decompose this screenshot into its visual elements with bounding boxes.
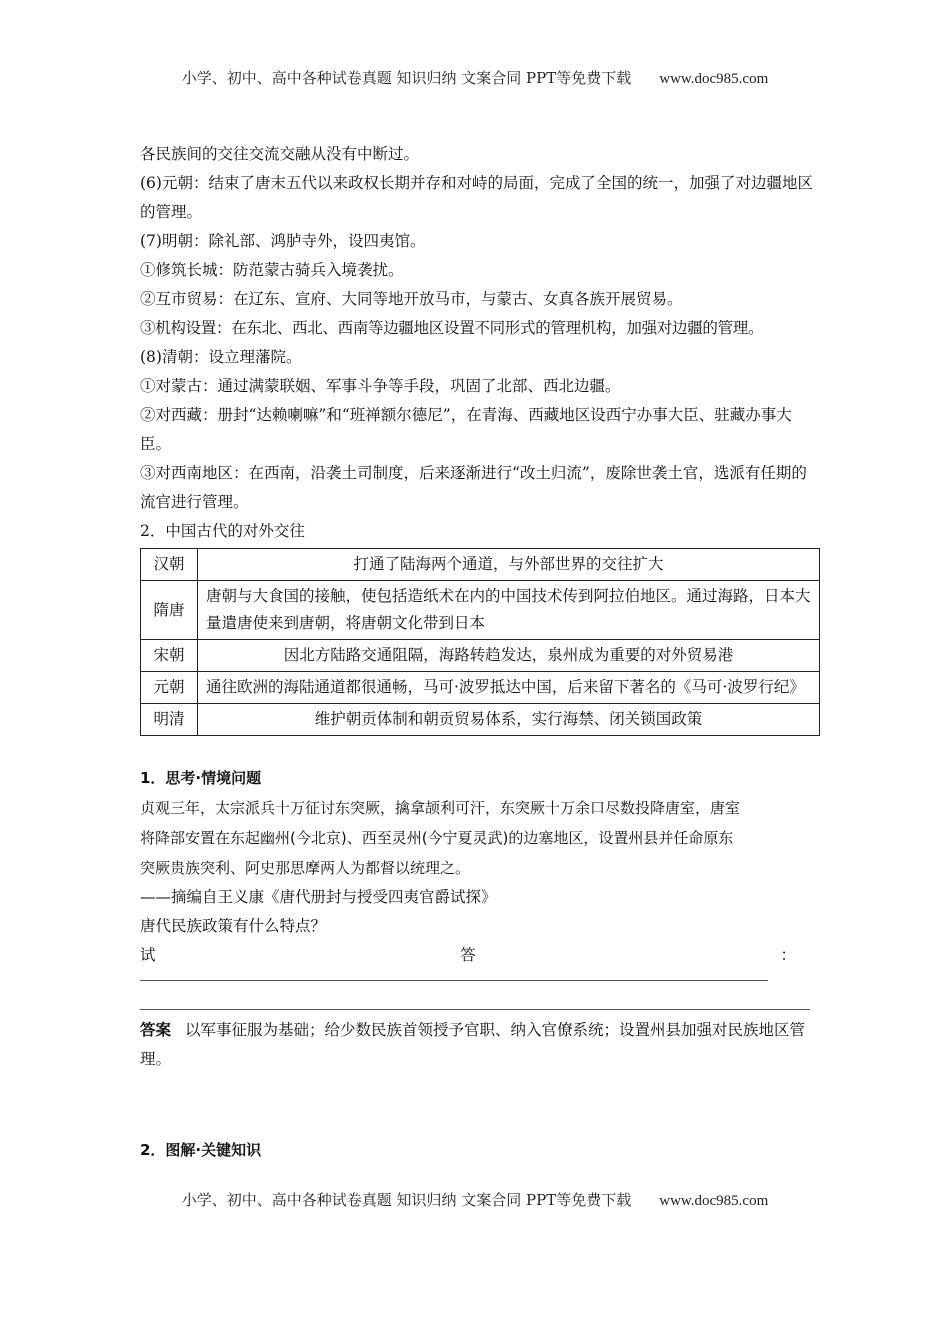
paragraph-qing: (8)清朝：设立理藩院。 <box>140 348 302 366</box>
thinking-heading: 1．思考·情境问题 <box>140 769 262 787</box>
quote-line-3: 突厥贵族突利、阿史那思摩两人为都督以统理之。 <box>140 859 471 877</box>
table-cell-period: 宋朝 <box>141 640 198 672</box>
table-cell-desc: 唐朝与大食国的接触，使包括造纸术在内的中国技术传到阿拉伯地区。通过海路，日本大量遣唐使来到唐朝，将唐朝文化带到日本 <box>198 581 820 640</box>
table-cell-period: 隋唐 <box>141 581 198 640</box>
table-cell-desc: 维护朝贡体制和朝贡贸易体系，实行海禁、闭关锁国政策 <box>198 704 820 736</box>
answer-prompt-colon: ： <box>780 946 796 964</box>
table-cell-period: 明清 <box>141 704 198 736</box>
page-header <box>0 68 950 89</box>
quote-line-2: 将降部安置在东起幽州(今北京)、西至灵州(今宁夏灵武)的边塞地区，设置州县并任命原东 <box>140 829 734 847</box>
paragraph-ming-1: ①修筑长城：防范蒙古骑兵入境袭扰。 <box>140 261 404 279</box>
paragraph-qing-2: ②对西藏：册封“达赖喇嘛”和“班禅额尔德尼”，在青海、西藏地区设西宁办事大臣、驻藏办事大臣。 <box>140 406 792 453</box>
diagram-heading: 2．图解·关键知识 <box>140 1141 262 1159</box>
footer-text: 小学、初中、高中各种试卷真题 知识归纳 文案合同 PPT等免费下载 <box>181 1191 632 1209</box>
paragraph-qing-3: ③对西南地区：在西南，沿袭土司制度，后来逐渐进行“改土归流”，废除世袭土官，选派有任期的流官进行管理。 <box>140 464 807 511</box>
answer-label: 答案 <box>140 1021 172 1039</box>
quote-line-1: 贞观三年，太宗派兵十万征讨东突厥，擒拿颉利可汗，东突厥十万余口尽数投降唐室，唐室 <box>140 799 741 817</box>
footer-site: www.doc985.com <box>659 1193 769 1209</box>
paragraph-intro: 各民族间的交往交流交融从没有中断过。 <box>140 145 420 163</box>
page-footer <box>0 1190 950 1211</box>
answer-prompt <box>140 941 796 970</box>
paragraph-ming-3: ③机构设置：在东北、西北、西南等边疆地区设置不同形式的管理机构，加强对边疆的管理。 <box>140 319 764 337</box>
answer-block <box>140 1016 820 1074</box>
section-foreign-relations-title: 2．中国古代的对外交往 <box>140 522 305 540</box>
table-row <box>141 672 820 704</box>
answer-prompt-da: 答 <box>460 946 476 964</box>
header-site: www.doc985.com <box>659 71 769 87</box>
header-text: 小学、初中、高中各种试卷真题 知识归纳 文案合同 PPT等免费下载 <box>181 69 632 87</box>
table-row <box>141 640 820 672</box>
table-row <box>141 704 820 736</box>
table-cell-period: 汉朝 <box>141 549 198 581</box>
paragraph-ming-2: ②互市贸易：在辽东、宣府、大同等地开放马市，与蒙古、女真各族开展贸易。 <box>140 290 683 308</box>
table-cell-desc: 因北方陆路交通阻隔，海路转趋发达，泉州成为重要的对外贸易港 <box>198 640 820 672</box>
table-row <box>141 581 820 640</box>
answer-text: 以军事征服为基础；给少数民族首领授予官职、纳入官僚系统；设置州县加强对民族地区管理。 <box>140 1021 806 1068</box>
document-body <box>140 140 820 1165</box>
answer-prompt-shi: 试 <box>140 946 156 964</box>
quote-source: ——摘编自王义康《唐代册封与授受四夷官爵试探》 <box>140 888 497 906</box>
table-row <box>141 549 820 581</box>
paragraph-qing-1: ①对蒙古：通过满蒙联姻、军事斗争等手段，巩固了北部、西北边疆。 <box>140 377 621 395</box>
paragraph-ming: (7)明朝：除礼部、鸿胪寺外，设四夷馆。 <box>140 232 426 250</box>
question-text: 唐代民族政策有什么特点？ <box>140 917 327 935</box>
table-cell-period: 元朝 <box>141 672 198 704</box>
answer-line-2 <box>140 1009 810 1010</box>
table-cell-desc: 打通了陆海两个通道，与外部世界的交往扩大 <box>198 549 820 581</box>
answer-line-1 <box>140 980 768 981</box>
foreign-relations-table <box>140 548 820 736</box>
table-cell-desc: 通往欧洲的海陆通道都很通畅，马可·波罗抵达中国，后来留下著名的《马可·波罗行纪》 <box>198 672 820 704</box>
paragraph-yuan: (6)元朝：结束了唐末五代以来政权长期并存和对峙的局面，完成了全国的统一，加强了对边疆地区的管理。 <box>140 174 813 221</box>
